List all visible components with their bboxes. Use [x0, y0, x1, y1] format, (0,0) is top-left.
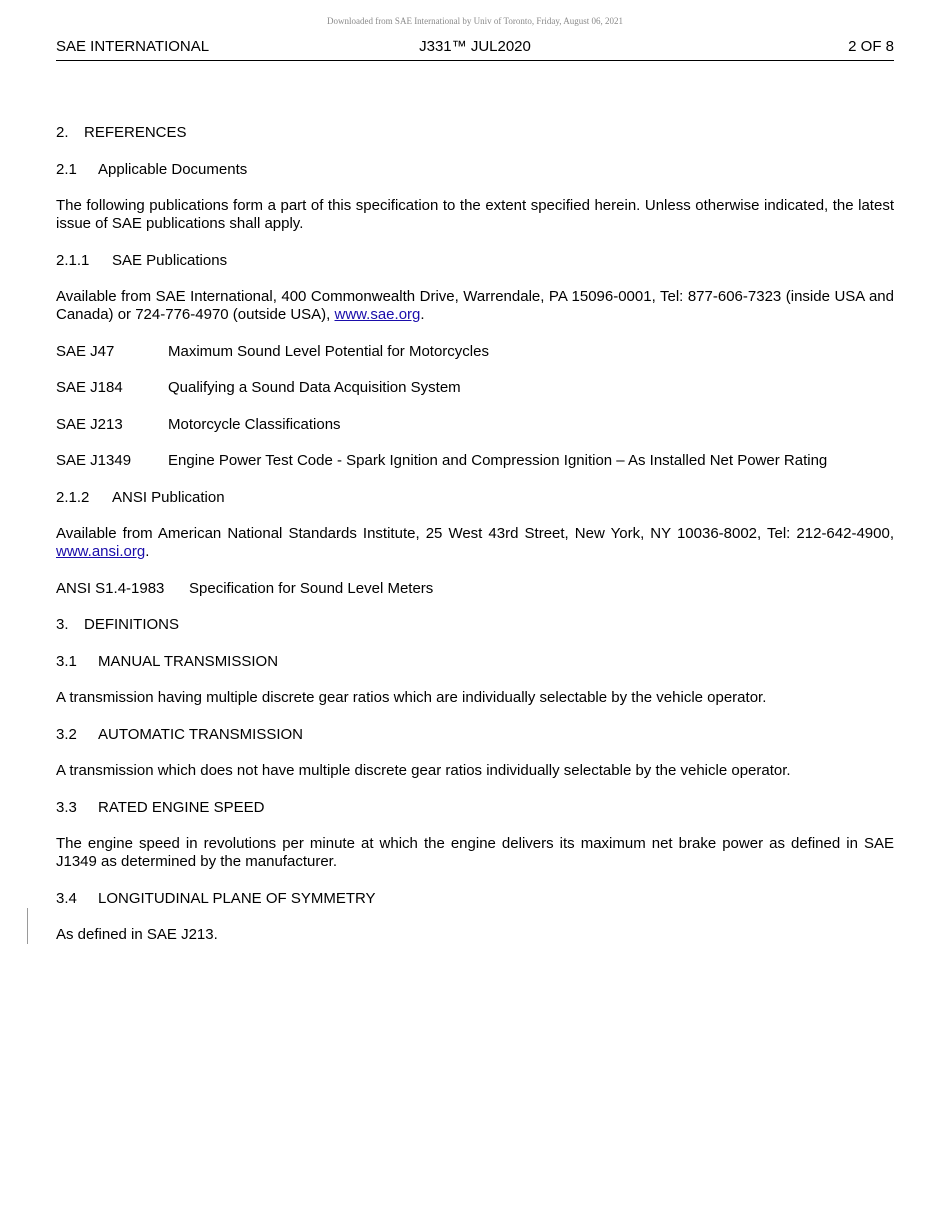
subsection-title: ANSI Publication [112, 488, 225, 506]
reference-entry [56, 343, 894, 361]
definition-heading [56, 799, 894, 817]
reference-title: Maximum Sound Level Potential for Motorcycles [168, 342, 489, 360]
reference-code: SAE J213 [56, 415, 123, 433]
page-header [56, 38, 894, 61]
subsection-heading-ansi-publication [56, 489, 894, 507]
page-body [56, 124, 894, 963]
definition-number: 3.3 [56, 798, 77, 816]
definition-heading [56, 653, 894, 671]
definition-term: AUTOMATIC TRANSMISSION [98, 725, 304, 743]
reference-code: SAE J184 [56, 379, 123, 396]
revision-change-bar [27, 908, 28, 944]
definition-term: RATED ENGINE SPEED [98, 798, 265, 816]
definition-term: MANUAL TRANSMISSION [98, 652, 279, 670]
download-watermark: Downloaded from SAE International by Univ of Toronto, Friday, August 06, 2021 [326, 16, 624, 26]
definition-heading [56, 890, 894, 908]
header-document-id: J331™ JUL2020 [419, 38, 531, 55]
sae-availability-paragraph [56, 288, 894, 324]
ansi-availability-text: Available from American National Standards Institute, 25 West 43rd Street, New York, NY 10036-8002, Tel: 212-642-4900, [56, 525, 894, 542]
header-page-number: 2 OF 8 [848, 38, 894, 55]
definition-term: LONGITUDINAL PLANE OF SYMMETRY [98, 889, 376, 907]
sae-availability-text: Available from SAE International, 400 Commonwealth Drive, Warrendale, PA 15096-0001, Tel: 877-606-7323 (inside USA and Canada) or 724-776-4970 (outside USA), [56, 288, 894, 323]
definition-text: The engine speed in revolutions per minute at which the engine delivers its maximum net brake power as defined in SAE J1349 as determined by the manufacturer. [56, 835, 894, 870]
reference-code: ANSI S1.4-1983 [56, 579, 165, 597]
section-number: 3. [56, 616, 69, 633]
applicable-documents-paragraph: The following publications form a part of this specification to the extent specified herein. Unless otherwise indicated, the latest issue of SAE publications shall apply. [56, 197, 894, 232]
definition-number: 3.2 [56, 725, 77, 743]
reference-entry [56, 452, 894, 470]
definition-number: 3.1 [56, 652, 77, 670]
section-number: 2. [56, 124, 69, 141]
sae-website-link[interactable]: www.sae.org [334, 306, 421, 323]
period: . [145, 543, 150, 560]
ansi-website-link[interactable]: www.ansi.org [56, 543, 146, 560]
section-title: DEFINITIONS [84, 616, 180, 633]
reference-title: Specification for Sound Level Meters [189, 579, 434, 597]
period: . [420, 306, 425, 323]
subsection-number: 2.1.1 [56, 251, 90, 269]
definition-text: As defined in SAE J213. [56, 926, 218, 943]
reference-title: Motorcycle Classifications [168, 415, 341, 433]
definition-text: A transmission having multiple discrete gear ratios which are individually selectable by the vehicle operator. [56, 689, 767, 706]
reference-title: Engine Power Test Code - Spark Ignition and Compression Ignition – As Installed Net Power Rating [168, 452, 828, 469]
reference-title: Qualifying a Sound Data Acquisition System [168, 379, 461, 396]
reference-entry [56, 416, 894, 434]
ansi-availability-paragraph [56, 525, 894, 561]
section-title: REFERENCES [84, 124, 187, 141]
definition-text: A transmission which does not have multiple discrete gear ratios individually selectable by the vehicle operator. [56, 762, 791, 779]
reference-code: SAE J47 [56, 342, 115, 360]
subsection-heading-sae-publications [56, 252, 894, 270]
subsection-heading-applicable-documents [56, 161, 894, 179]
section-heading-definitions [56, 616, 894, 634]
subsection-number: 2.1.2 [56, 488, 90, 506]
reference-code: SAE J1349 [56, 452, 132, 469]
definition-heading [56, 726, 894, 744]
definition-number: 3.4 [56, 889, 77, 907]
subsection-number: 2.1 [56, 160, 77, 178]
reference-entry [56, 379, 894, 397]
subsection-title: Applicable Documents [98, 160, 248, 178]
subsection-title: SAE Publications [112, 251, 228, 269]
header-publisher: SAE INTERNATIONAL [56, 38, 210, 55]
section-heading-references [56, 124, 894, 142]
reference-entry [56, 580, 894, 598]
